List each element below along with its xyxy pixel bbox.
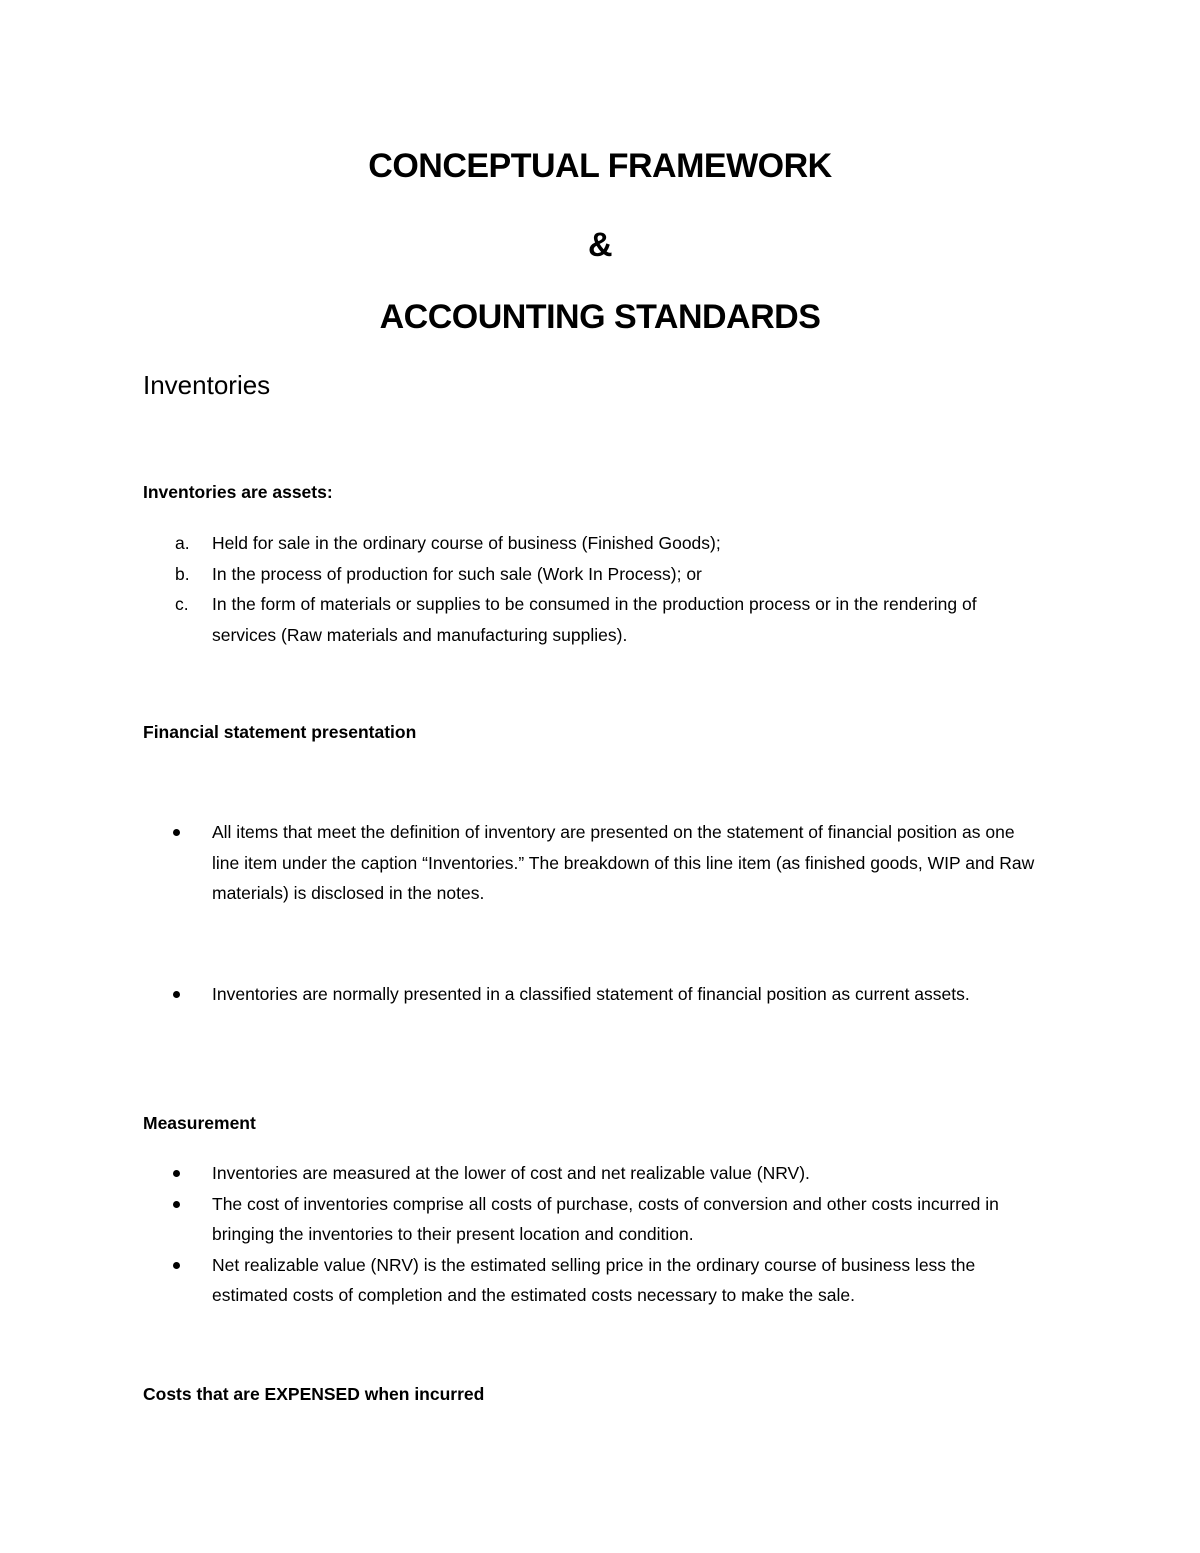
document-title-line1: CONCEPTUAL FRAMEWORK bbox=[368, 147, 832, 185]
list-item-text: Net realizable value (NRV) is the estimated selling price in the ordinary course of business less the estimated costs of completion and the estimated costs necessary to make the sale. bbox=[212, 1254, 976, 1305]
list-item-text: The cost of inventories comprise all costs of purchase, costs of conversion and other costs incurred in bringing the inventories to their present location and condition. bbox=[212, 1193, 999, 1244]
list-item bbox=[143, 1250, 1043, 1311]
document-title-ampersand: & bbox=[587, 226, 613, 264]
list-item bbox=[143, 589, 1043, 650]
list-marker: a. bbox=[175, 533, 190, 553]
bullet-icon bbox=[173, 829, 180, 836]
presentation-list bbox=[143, 817, 1043, 909]
list-marker: b. bbox=[175, 563, 190, 584]
definition-heading: Inventories are assets: bbox=[143, 482, 333, 502]
document-title-line2: ACCOUNTING STANDARDS bbox=[379, 298, 821, 336]
presentation-heading: Financial statement presentation bbox=[143, 722, 417, 742]
presentation-list-2 bbox=[143, 979, 1043, 1010]
list-item bbox=[143, 559, 1043, 590]
list-item bbox=[143, 1158, 1043, 1189]
bullet-icon bbox=[173, 1201, 180, 1208]
bullet-icon bbox=[173, 1170, 180, 1177]
list-item-text: Inventories are normally presented in a classified statement of financial position as current assets. bbox=[212, 984, 970, 1004]
list-item-text: In the process of production for such sale (Work In Process); or bbox=[212, 563, 702, 584]
list-item-text: Held for sale in the ordinary course of business (Finished Goods); bbox=[212, 533, 721, 553]
section-title: Inventories bbox=[143, 370, 271, 400]
list-marker: c. bbox=[175, 594, 189, 614]
list-item bbox=[143, 528, 1043, 559]
list-item-text: All items that meet the definition of inventory are presented on the statement of financial position as one line item under the caption “Inventories.” The breakdown of this line item (as finished goods, WIP and Raw materials) is disclosed in the notes. bbox=[212, 822, 1035, 903]
list-item-text: Inventories are measured at the lower of cost and net realizable value (NRV). bbox=[212, 1163, 810, 1183]
measurement-list bbox=[143, 1158, 1043, 1311]
definition-list bbox=[143, 528, 1043, 650]
bullet-icon bbox=[173, 991, 180, 998]
measurement-heading: Measurement bbox=[143, 1113, 256, 1133]
list-item bbox=[143, 1189, 1043, 1250]
list-item bbox=[143, 817, 1043, 909]
expensed-heading: Costs that are EXPENSED when incurred bbox=[143, 1384, 485, 1404]
bullet-icon bbox=[173, 1262, 180, 1269]
list-item-text: In the form of materials or supplies to be consumed in the production process or in the rendering of services (Raw materials and manufacturing supplies). bbox=[212, 594, 977, 645]
list-item bbox=[143, 979, 1043, 1010]
